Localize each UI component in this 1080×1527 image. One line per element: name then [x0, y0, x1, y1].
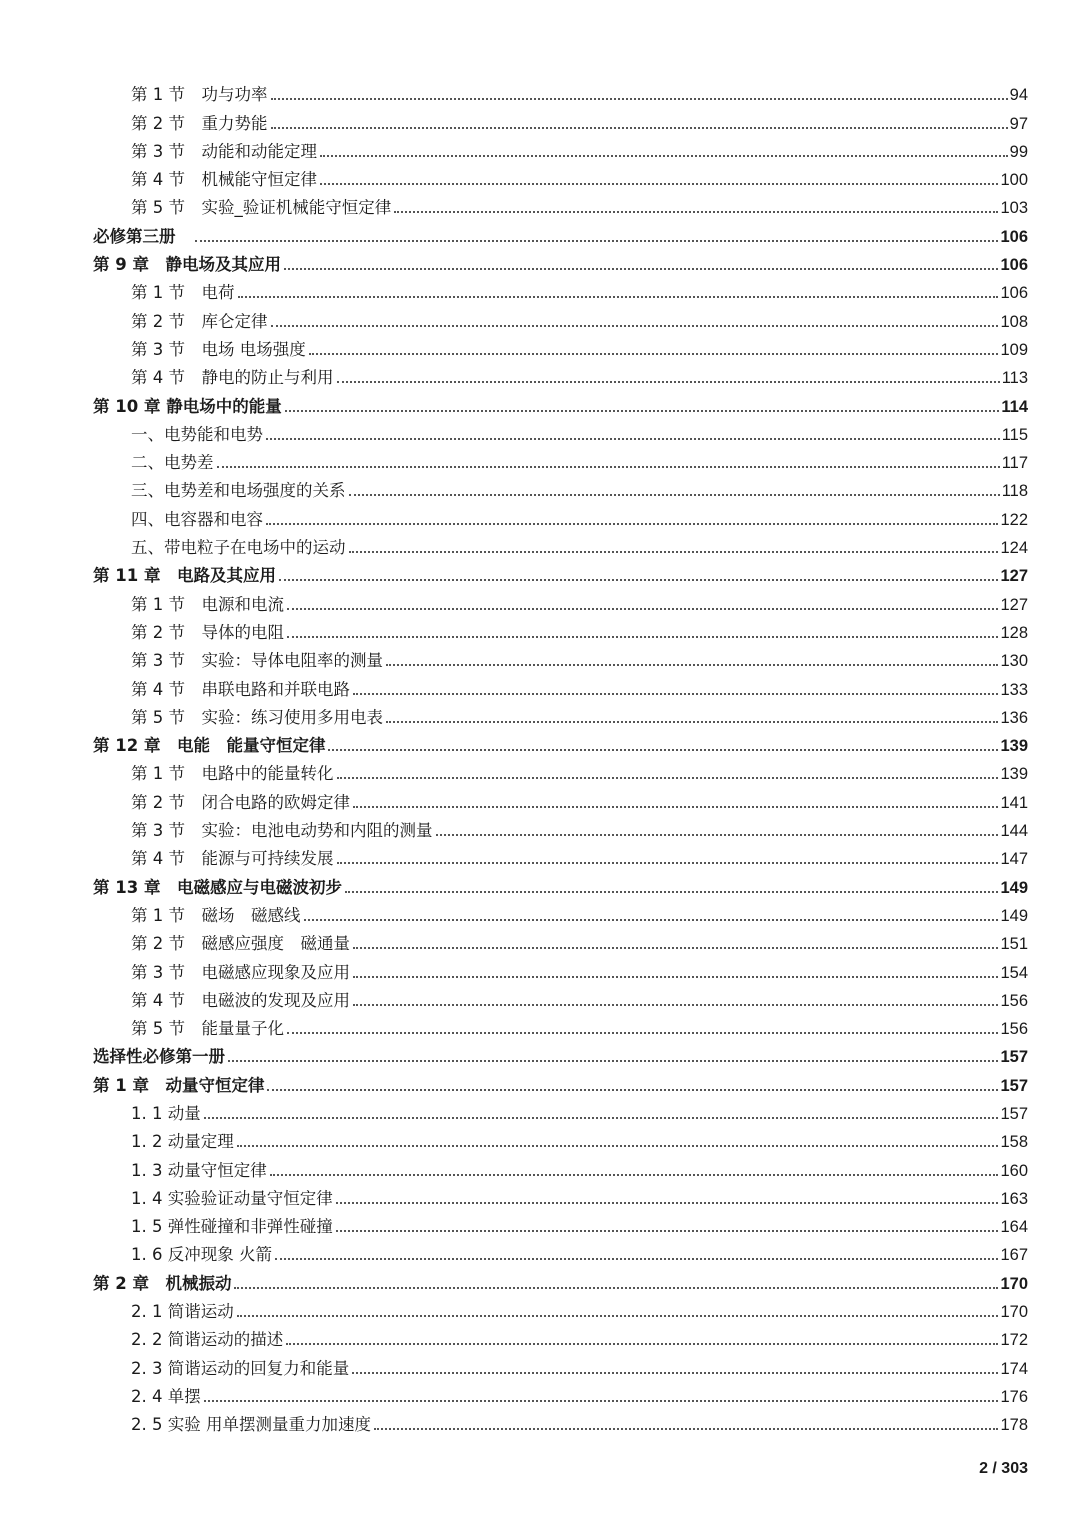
toc-section-entry[interactable] [93, 162, 1028, 190]
toc-entry-page-number: 106 [1000, 256, 1028, 275]
toc-section-entry[interactable] [93, 926, 1028, 954]
toc-section-entry[interactable] [93, 190, 1028, 218]
toc-section-entry[interactable] [93, 417, 1028, 445]
toc-entry-page-number: 157 [1000, 1048, 1028, 1067]
toc-entry-page-number: 133 [1000, 680, 1028, 699]
dot-leader [386, 664, 998, 666]
toc-entry-page-number: 149 [1000, 878, 1028, 897]
toc-section-entry[interactable] [93, 898, 1028, 926]
toc-entry-page-number: 144 [1000, 822, 1028, 841]
dot-leader [267, 1089, 998, 1091]
toc-entry-page-number: 136 [1000, 708, 1028, 727]
toc-section-entry[interactable] [93, 501, 1028, 529]
toc-entry-title: 1. 5 弹性碰撞和非弹性碰撞 [131, 1217, 333, 1237]
toc-section-entry[interactable] [93, 1124, 1028, 1152]
dot-leader [349, 551, 999, 553]
dot-leader [237, 1145, 999, 1147]
dot-leader [271, 325, 999, 327]
toc-entry-page-number: 114 [1001, 397, 1028, 416]
dot-leader [304, 919, 999, 921]
toc-entry-title: 第 2 节 闭合电路的欧姆定律 [131, 792, 350, 812]
toc-entry-title: 第 4 节 静电的防止与利用 [131, 368, 334, 388]
toc-entry-title: 第 5 节 能量量子化 [131, 1019, 284, 1039]
dot-leader [228, 1060, 998, 1062]
dot-leader [337, 862, 999, 864]
toc-entry-page-number: 118 [1001, 482, 1028, 501]
toc-entry-title: 一、电势能和电势 [131, 424, 263, 444]
toc-entry-page-number: 163 [1000, 1189, 1028, 1208]
toc-section-entry[interactable] [93, 756, 1028, 784]
toc-section-entry[interactable] [93, 643, 1028, 671]
toc-entry-page-number: 151 [1000, 935, 1028, 954]
toc-section-entry[interactable] [93, 105, 1028, 133]
dot-leader [353, 1004, 998, 1006]
toc-entry-page-number: 139 [1000, 737, 1028, 756]
toc-entry-title: 五、带电粒子在电场中的运动 [131, 538, 346, 558]
toc-section-entry[interactable] [93, 445, 1028, 473]
toc-section-entry[interactable] [93, 700, 1028, 728]
toc-entry-title: 第 2 章 机械振动 [93, 1273, 232, 1293]
toc-entry-title: 第 9 章 静电场及其应用 [93, 255, 281, 275]
toc-chapter-entry[interactable] [93, 869, 1028, 897]
toc-section-entry[interactable] [93, 275, 1028, 303]
dot-leader [374, 1428, 998, 1430]
toc-section-entry[interactable] [93, 841, 1028, 869]
toc-entry-page-number: 170 [1000, 1274, 1028, 1293]
toc-entry-page-number: 127 [1000, 595, 1028, 614]
toc-entry-title: 2. 1 简谐运动 [131, 1302, 234, 1322]
dot-leader [349, 494, 1000, 496]
toc-entry-page-number: 149 [1000, 906, 1028, 925]
dot-leader [271, 127, 1008, 129]
toc-entry-page-number: 164 [1000, 1218, 1028, 1237]
toc-section-entry[interactable] [93, 1152, 1028, 1180]
toc-entry-page-number: 106 [1000, 284, 1028, 303]
toc-entry-page-number: 103 [1000, 199, 1028, 218]
toc-entry-title: 第 12 章 电能 能量守恒定律 [93, 736, 326, 756]
dot-leader [287, 636, 998, 638]
toc-entry-title: 2. 5 实验 用单摆测量重力加速度 [131, 1415, 371, 1435]
toc-entry-page-number: 172 [1000, 1331, 1028, 1350]
dot-leader [286, 1343, 998, 1345]
dot-leader [352, 1372, 998, 1374]
toc-chapter-entry[interactable] [93, 1265, 1028, 1293]
dot-leader [337, 381, 1000, 383]
toc-entry-page-number: 147 [1000, 850, 1028, 869]
toc-entry-page-number: 157 [1000, 1104, 1028, 1123]
toc-section-entry[interactable] [93, 784, 1028, 812]
dot-leader [394, 211, 998, 213]
toc-entry-title: 第 1 章 动量守恒定律 [93, 1075, 265, 1095]
dot-leader [353, 806, 998, 808]
toc-entry-page-number: 178 [1000, 1416, 1028, 1435]
dot-leader [353, 947, 998, 949]
toc-section-entry[interactable] [93, 1322, 1028, 1350]
toc-entry-page-number: 157 [1000, 1076, 1028, 1095]
toc-entry-title: 三、电势差和电场强度的关系 [131, 481, 346, 501]
dot-leader [320, 155, 1008, 157]
toc-section-entry[interactable] [93, 1379, 1028, 1407]
dot-leader [287, 608, 998, 610]
toc-entry-title: 第 10 章 静电场中的能量 [93, 396, 282, 416]
dot-leader [237, 1315, 999, 1317]
dot-leader [284, 268, 998, 270]
toc-chapter-entry[interactable] [93, 388, 1028, 416]
toc-section-entry[interactable] [93, 1407, 1028, 1435]
toc-entry-title: 第 4 节 串联电路和并联电路 [131, 679, 350, 699]
dot-leader [285, 410, 1000, 412]
toc-entry-title: 第 1 节 电荷 [131, 283, 235, 303]
dot-leader [328, 749, 998, 751]
toc-entry-page-number: 128 [1000, 623, 1028, 642]
toc-chapter-entry[interactable] [93, 1067, 1028, 1095]
toc-entry-title: 第 4 节 能源与可持续发展 [131, 849, 334, 869]
dot-leader [238, 296, 999, 298]
toc-entry-title: 必修第三册 [93, 226, 192, 246]
toc-entry-page-number: 117 [1001, 454, 1028, 473]
toc-section-entry[interactable] [93, 813, 1028, 841]
toc-entry-title: 2. 2 简谐运动的描述 [131, 1330, 284, 1350]
toc-entry-page-number: 94 [1009, 86, 1028, 105]
dot-leader [287, 1032, 998, 1034]
dot-leader [336, 1202, 999, 1204]
toc-entry-page-number: 100 [1000, 171, 1028, 190]
toc-chapter-entry[interactable] [93, 558, 1028, 586]
dot-leader [386, 721, 998, 723]
toc-entry-page-number: 156 [1000, 1020, 1028, 1039]
dot-leader [217, 466, 1000, 468]
page-number: 2 / 303 [979, 1460, 1028, 1477]
dot-leader [353, 693, 998, 695]
dot-leader [204, 1400, 999, 1402]
toc-entry-title: 1. 1 动量 [131, 1103, 201, 1123]
toc-entry-page-number: 124 [1000, 539, 1028, 558]
toc-entry-title: 第 1 节 磁场 磁感线 [131, 905, 301, 925]
toc-section-entry[interactable] [93, 1294, 1028, 1322]
dot-leader [270, 1174, 999, 1176]
toc-entry-title: 四、电容器和电容 [131, 509, 263, 529]
toc-entry-page-number: 158 [1000, 1133, 1028, 1152]
toc-entry-title: 第 2 节 导体的电阻 [131, 622, 284, 642]
toc-entry-title: 第 2 节 重力势能 [131, 113, 268, 133]
toc-entry-page-number: 113 [1001, 369, 1028, 388]
toc-section-entry[interactable] [93, 360, 1028, 388]
toc-section-entry[interactable] [93, 983, 1028, 1011]
toc-entry-page-number: 167 [1000, 1246, 1028, 1265]
toc-entry-title: 第 1 节 电路中的能量转化 [131, 764, 334, 784]
dot-leader [336, 1230, 999, 1232]
dot-leader [266, 523, 998, 525]
toc-entry-page-number: 160 [1000, 1161, 1028, 1180]
toc-entry-title: 1. 2 动量定理 [131, 1132, 234, 1152]
toc-entry-title: 第 13 章 电磁感应与电磁波初步 [93, 877, 342, 897]
dot-leader [353, 976, 998, 978]
toc-entry-page-number: 127 [1000, 567, 1028, 586]
toc-section-entry[interactable] [93, 1350, 1028, 1378]
toc-section-entry[interactable] [93, 1209, 1028, 1237]
toc-entry-title: 第 3 节 电场 电场强度 [131, 339, 306, 359]
dot-leader [345, 891, 999, 893]
toc-entry-title: 选择性必修第一册 [93, 1047, 225, 1067]
toc-chapter-entry[interactable] [93, 218, 1028, 246]
toc-entry-title: 第 3 节 实验：导体电阻率的测量 [131, 651, 383, 671]
toc-entry-page-number: 106 [1000, 227, 1028, 246]
toc-entry-page-number: 122 [1000, 510, 1028, 529]
toc-section-entry[interactable] [93, 954, 1028, 982]
toc-entry-page-number: 115 [1001, 425, 1028, 444]
toc-entry-page-number: 108 [1000, 312, 1028, 331]
toc-entry-title: 第 4 节 机械能守恒定律 [131, 170, 317, 190]
toc-entry-title: 2. 4 单摆 [131, 1386, 201, 1406]
toc-entry-page-number: 97 [1009, 114, 1028, 133]
toc-entry-title: 第 2 节 磁感应强度 磁通量 [131, 934, 350, 954]
toc-entry-title: 二、电势差 [131, 453, 214, 473]
toc-section-entry[interactable] [93, 77, 1028, 105]
dot-leader [204, 1117, 999, 1119]
toc-entry-title: 第 2 节 库仑定律 [131, 311, 268, 331]
dot-leader [320, 183, 998, 185]
toc-entry-title: 第 5 节 实验：练习使用多用电表 [131, 707, 383, 727]
toc-entry-title: 1. 3 动量守恒定律 [131, 1160, 267, 1180]
toc-entry-title: 1. 6 反冲现象 火箭 [131, 1245, 272, 1265]
toc-entry-page-number: 176 [1000, 1387, 1028, 1406]
toc-entry-title: 第 3 节 动能和动能定理 [131, 141, 317, 161]
toc-section-entry[interactable] [93, 615, 1028, 643]
toc-section-entry[interactable] [93, 1011, 1028, 1039]
toc-entry-title: 1. 4 实验验证动量守恒定律 [131, 1188, 333, 1208]
toc-chapter-entry[interactable] [93, 247, 1028, 275]
dot-leader [275, 1258, 998, 1260]
toc-entry-page-number: 141 [1000, 793, 1028, 812]
toc-entry-page-number: 99 [1009, 142, 1028, 161]
dot-leader [271, 98, 1008, 100]
dot-leader [195, 240, 998, 242]
toc-entry-page-number: 109 [1000, 340, 1028, 359]
toc-section-entry[interactable] [93, 134, 1028, 162]
toc-entry-title: 第 1 节 电源和电流 [131, 594, 284, 614]
toc-entry-title: 第 1 节 功与功率 [131, 85, 268, 105]
dot-leader [337, 777, 999, 779]
toc-section-entry[interactable] [93, 530, 1028, 558]
toc-entry-page-number: 174 [1000, 1359, 1028, 1378]
toc-entry-title: 第 4 节 电磁波的发现及应用 [131, 990, 350, 1010]
dot-leader [436, 834, 999, 836]
toc-section-entry[interactable] [93, 586, 1028, 614]
toc-entry-title: 第 11 章 电路及其应用 [93, 566, 276, 586]
toc-entry-page-number: 170 [1000, 1303, 1028, 1322]
toc-entry-title: 第 3 节 电磁感应现象及应用 [131, 962, 350, 982]
toc-chapter-entry[interactable] [93, 1039, 1028, 1067]
toc-entry-title: 第 5 节 实验_验证机械能守恒定律 [131, 198, 392, 218]
toc-entry-title: 2. 3 简谐运动的回复力和能量 [131, 1358, 350, 1378]
toc-section-entry[interactable] [93, 1237, 1028, 1265]
dot-leader [234, 1287, 998, 1289]
toc-section-entry[interactable] [93, 303, 1028, 331]
toc-entry-page-number: 156 [1000, 991, 1028, 1010]
toc-section-entry[interactable] [93, 1096, 1028, 1124]
toc-section-entry[interactable] [93, 1181, 1028, 1209]
table-of-contents [93, 77, 1028, 1435]
toc-section-entry[interactable] [93, 473, 1028, 501]
toc-section-entry[interactable] [93, 671, 1028, 699]
dot-leader [309, 353, 999, 355]
dot-leader [279, 579, 999, 581]
toc-entry-title: 第 3 节 实验：电池电动势和内阻的测量 [131, 821, 433, 841]
toc-chapter-entry[interactable] [93, 728, 1028, 756]
toc-section-entry[interactable] [93, 332, 1028, 360]
toc-entry-page-number: 139 [1000, 765, 1028, 784]
toc-entry-page-number: 130 [1000, 652, 1028, 671]
toc-entry-page-number: 154 [1000, 963, 1028, 982]
dot-leader [266, 438, 1000, 440]
